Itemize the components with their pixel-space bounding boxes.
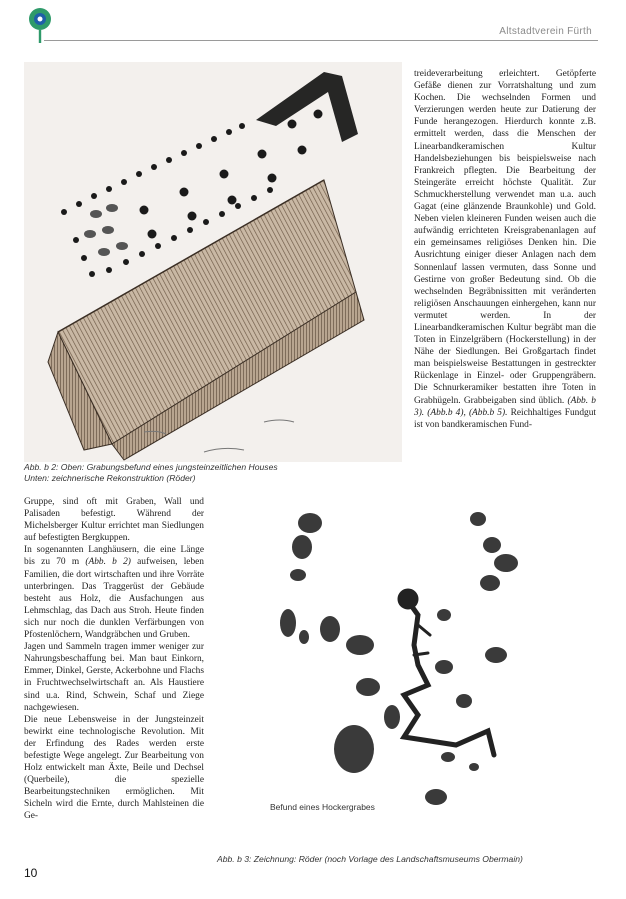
right-paragraph: treideverarbeitung erleichtert. Getöpferte Gefäße dienen zur Vorratshaltung und zum Kochen. Die wechselnden Formen und Verzierungen werden heute zur Datierung der Funde herangezogen. Hierdurch konnte z.B. ermittelt werden, dass die Menschen der Linearbandkeramischen Kultur Handelsbeziehungen bis beispielsweise nach Frankreich pflegten. Die Bearbeitung der Steingeräte erreicht höchste Qualität. Zur Schmuckherstellung verwendet man u.a. auch Gagat (eine glänzende Braunkohle) und Gold. Neben vielen kleineren Funden weisen auch die aufwändig errichteten Kreisgrabenanlagen auf ein gemeinsames religiöses Denken hin. Die Ausrichtung einiger dieser Anlagen nach dem Sonnenlauf lassen vermuten, dass Sonne und Gestirne von großer Bedeutung sind. Ob die wechselnden Begräbnissitten mit veränderten religiösen Anschauungen einhergehen, kann nur vermutet werden. In der Linearbandkeramischen Kultur begräbt man die Toten in Einzelgräbern (Hockerstellung) in der Nähe der Siedlungen. Bei Großgartach findet man beispielsweise Bestattungen in gestreckter Rückenlage in Einzel- oder Gruppengräbern. Die Schnurkeramiker bestatten ihre Toten in Grabhügeln. Grabbeigaben sind üblich. (Abb. b 3). (Abb.b 4), (Abb.b 5). Reichhaltiges Fundgut ist von bandkeramischen Fund- bbox=[414, 69, 596, 430]
organization-logo-icon bbox=[22, 6, 58, 44]
organization-name: Altstadtverein Fürth bbox=[499, 26, 592, 37]
figure-reference: (Abb.b 4), bbox=[427, 407, 466, 418]
left-text-column bbox=[24, 496, 204, 823]
page-number: 10 bbox=[24, 866, 38, 880]
burial-figure-label: Befund eines Hockergrabes bbox=[270, 802, 375, 812]
left-paragraph-3: Jagen und Sammeln tragen immer weniger zur Nahrungsbeschaffung bei. Man baut Einkorn, Emmer, Dinkel, Gerste, Ackerbohne und Flachs in Fruchtwechselwirtschaft an. Als Haustiere sind u.a. Rind, Schwein, Schaf und Ziege nachgewiesen. bbox=[24, 642, 204, 713]
left-paragraph-1: Gruppe, sind oft mit Graben, Wall und Palisaden befestigt. Während der Michelsberger Kultur errichtet man Siedlungen auf befestigten Bergkuppen. bbox=[24, 497, 204, 544]
figure-reference: (Abb. b 3). bbox=[414, 395, 596, 418]
right-text-column bbox=[414, 68, 596, 431]
left-paragraph-2: In sogenannten Langhäusern, die eine Länge bis zu 70 m (Abb. b 2) aufweisen, leben Familien, die dort wirtschaften und ihre Vorräte unterbringen. Das Traggerüst der Gebäude besteht aus Holz, die Ausfachungen aus Lehmschlag, das Dach aus Stroh. Heute finden sich nur noch die dunklen Verfärbungen von Pfostenlöchern, Wandgräbchen und Gruben. bbox=[24, 545, 204, 641]
figure-reference: (Abb. b 2) bbox=[85, 557, 131, 568]
caption-line-1: Abb. b 2: Oben: Grabungsbefund eines jungsteinzeitlichen Houses bbox=[24, 462, 278, 472]
burial-illustration bbox=[268, 505, 568, 825]
header-divider bbox=[44, 40, 598, 41]
figure-caption-longhouse bbox=[24, 462, 404, 484]
longhouse-illustration bbox=[24, 62, 402, 462]
figure-caption-burial: Abb. b 3: Zeichnung: Röder (noch Vorlage des Landschaftsmuseums Obermain) bbox=[217, 854, 523, 864]
caption-line-2: Unten: zeichnerische Rekonstruktion (Röder) bbox=[24, 473, 196, 483]
left-paragraph-4: Die neue Lebensweise in der Jungsteinzeit bewirkt eine technologische Revolution. Mit der Erfindung des Rades werden erste befestigte Wege angelegt. Zur Bearbeitung von Holz entwickelt man Äxte, Beile und Dechsel (Querbeile), die spezielle Bearbeitungstechniken ermöglichen. Mit Sicheln wird die Ernte, durch Mahlsteinen die Ge- bbox=[24, 714, 204, 822]
figure-reference: (Abb.b 5). bbox=[468, 407, 508, 418]
